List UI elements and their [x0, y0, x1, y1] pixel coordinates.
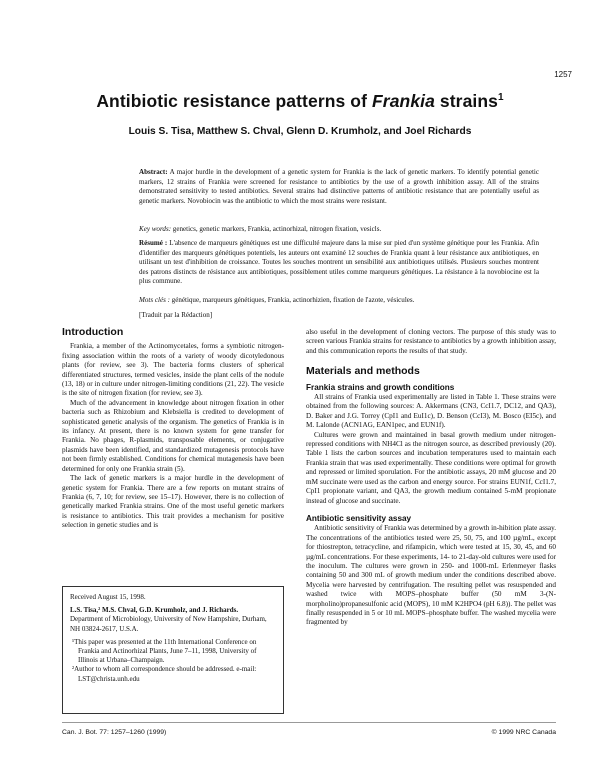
intro-paragraph-3: The lack of genetic markers is a major hurdle in the development of genetic system for Frankia. There are a few reports on mutant strains of Frankia (6, 7, 10; for review, see 15–17). However, there is no collection of genetically marked Frankia strains. One of the most useful genetic markers is resistance to antibiotics. This trait provides a mechanism for positive selection in genetic studies and is	[62, 474, 284, 530]
article-info-box	[62, 586, 284, 714]
methods-heading: Materials and methods	[306, 365, 420, 378]
keywords	[139, 225, 539, 235]
translation-note: [Traduit par la Rédaction]	[139, 311, 213, 319]
affiliation-address: Department of Microbiology, University of New Hampshire, Durham, NH 03824-2617, U.S.A.	[70, 615, 267, 633]
mots-cles	[139, 296, 539, 306]
resume	[139, 239, 539, 287]
intro-paragraph-2: Much of the advancement in knowledge about nitrogen fixation in other bacteria such as Rhizobium and Klebsiella is credited to development of sophisticated genetic analysis of the organism. The genetics of Frankia is in its infancy. At present, there is no known system for gene transfer for Frankia. No phages, R-plasmids, transposable elements, or conjugative plasmids have been identified, and standardized mutagenesis protocols have not been firmly established. Conditions for chemical mutagenesis have been determined for only one Frankia strain (5).	[62, 398, 284, 473]
affiliation-authors: L.S. Tisa,² M.S. Chval, G.D. Krumholz, and J. Richards.	[70, 606, 239, 615]
methods-paragraph-3: Antibiotic sensitivity of Frankia was determined by a growth in-hibition plate assay. The concentrations of the antibiotics tested were 25, 50, 75, and 100 µg/mL, except for thiostrepton, tetracycline, and rifampicin, which were tested at 15, 30, 45, and 60 µg/mL concentrations. For these experiments, 14- to 21-day-old cultures were used for the inoculum. The cultures were grown in 250- and 1000-mL Erlenmeyer flasks containing 50 and 300 mL of growth medium under the conditions described above. Mycelia were harvested by centrifugation. The resulting pellet was resuspended and washed twice with MOPS–phosphate buffer (50 mM 3-(N-morpholino)propanesulfonic acid (MOPS), 10 mM K2HPO4 (pH 6.8)). The pellet was finally resuspended in 5 or 10 mL MOPS–phosphate buffer. The washed mycelia were fragmented by	[306, 524, 556, 627]
footer-rule	[62, 722, 556, 723]
abstract-text: A major hurdle in the development of a genetic system for Frankia is the lack of genetic markers. To identify potential genetic markers, 12 strains of Frankia were screened for resistance to antibiotics by the use of a growth inhibition assay. All of the strains demonstrated sensitivity to tested antibiotics. Several strains had distinctive patterns of antibiotic resistance that are potentially useful as genetic markers. Novobiocin was the antibiotic to which the most strains were resistant.	[139, 168, 539, 205]
right-column	[306, 328, 556, 628]
intro-paragraph-1: Frankia, a member of the Actinomycetales, forms a symbiotic nitrogen-fixing association within the roots of a variety of woody dicotyledonous plants (for review, see 3). The bacteria forms clusters of spherical differentiated structures, termed vesicles, inside the plant cells of the nodule (13, 18) or in culture under nitrogen-limiting conditions (21, 22). The vesicle is the site of nitrogen fixation (for review, see 3).	[62, 342, 284, 398]
title-text-end: strains	[434, 91, 499, 111]
keywords-label: Key words:	[139, 225, 172, 233]
mots-cles-text: génétique, marqueurs génétiques, Frankia, actinorhizien, fixation de l'azote, vésicules.	[169, 296, 415, 304]
author-list: Louis S. Tisa, Matthew S. Chval, Glenn D. Krumholz, and Joel Richards	[128, 126, 472, 137]
footnote-1: ¹This paper was presented at the 11th International Conference on Frankia and Actinorhizal Plants, June 7–11, 1998, University of Illinois at Urbana–Champaign.	[72, 637, 257, 665]
received-date: Received August 15, 1998.	[70, 593, 146, 601]
abstract-label: Abstract:	[139, 168, 168, 176]
intro-paragraph-4: also useful in the development of cloning vectors. The purpose of this study was to screen various Frankia strains for resistance to antibiotics by a growth inhibition assay, and this communication reports the results of that study.	[306, 328, 556, 355]
resume-label: Résumé :	[139, 239, 168, 247]
methods-subheading-assay: Antibiotic sensitivity assay	[306, 513, 412, 523]
intro-heading: Introduction	[62, 326, 124, 338]
title-footnote-mark: 1	[498, 92, 504, 104]
methods-paragraph-2: Cultures were grown and maintained in basal growth medium under nitrogen-repressed conditions with NH4Cl as the nitrogen source, as described previously (20). Table 1 lists the carbon sources and incubation temperatures used to maintain each Frankia strain that was used experimentally. These conditions were optimal for growth and repressed or limited sporulation. For the antibiotic assays, 20 mM glucose and 20 mM succinate were used as the carbon and energy source. For strains EUN1f, CcI1.7, CpI1 propionate variant, and QA3, the growth medium contained 5-mM propionate instead of glucose and succinate.	[306, 430, 556, 505]
left-column	[62, 328, 284, 531]
page-number: 1257	[554, 70, 572, 79]
methods-subheading-strains: Frankia strains and growth conditions	[306, 382, 455, 392]
methods-paragraph-1: All strains of Frankia used experimentally are listed in Table 1. These strains were obtained from the following sources: A. Akkermans (CN3, CcI1.7, DC12, and QA3), D. Baker and J.G. Torrey (CpI1 and EuI1c), D. Benson (CcI3), M. Bosco (EI5c), and M. Lalonde (ACN1AG, EAN1pec, and EUN1f).	[306, 393, 556, 430]
keywords-text: genetics, genetic markers, Frankia, actinorhizal, nitrogen fixation, vesicls.	[171, 225, 382, 233]
abstract	[139, 168, 539, 206]
resume-text: L'absence de marqueurs génétiques est une difficulté majeure dans la mise sur pied d'un système génétique pour les Frankia. Afin d'identifier des marqueurs génétiques potentiels, les auteurs ont examiné 12 souches de Frankia quant à leur résistance aux antibiotiques, en utilisant un test d'inhibition de croissance. Toutes les souches montrent un sensibilité aux antibiotiques utilisés. Plusieurs souches montrent des patrons distincts de résistance aux antibiotiques, possiblement utiles comme marqueurs génétiques. La résistance à la novobiocine est la plus commune.	[139, 239, 539, 286]
mots-cles-label: Mots clés :	[139, 296, 170, 304]
title-italic: Frankia	[372, 91, 435, 111]
footnote-2: ²Author to whom all correspondence should be addressed. e-mail: LST@christa.unh.edu	[72, 665, 257, 683]
copyright: © 1999 NRC Canada	[491, 729, 556, 736]
article-title	[0, 91, 600, 112]
title-text: Antibiotic resistance patterns of	[96, 91, 372, 111]
journal-citation: Can. J. Bot. 77: 1257–1260 (1999)	[62, 729, 167, 736]
